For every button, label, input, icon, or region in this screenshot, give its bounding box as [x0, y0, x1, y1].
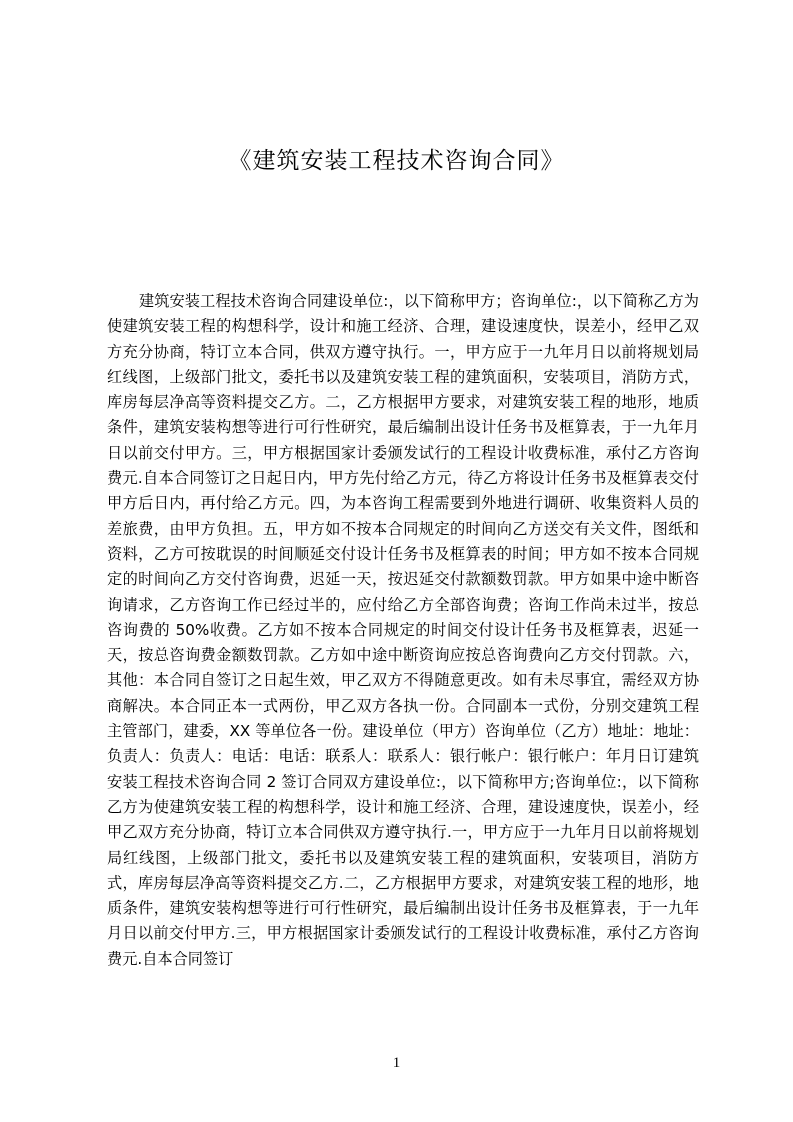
document-title: 《建筑安装工程技术咨询合同》	[228, 148, 565, 174]
document-body-paragraph: 建筑安装工程技术咨询合同建设单位:，以下简称甲方；咨询单位:，以下简称乙方为使建筑安装工程的构想科学，设计和施工经济、合理，建设速度快，误差小，经甲乙双方充分协商，特订立本合同，供双方遵守执行。一，甲方应于一九年月日以前将规划局红线图，上级部门批文，委托书以及建筑安装工程的建筑面积，安装项目，消防方式，库房每层净高等资料提交乙方。二，乙方根据甲方要求，对建筑安装工程的地形，地质条件，建筑安装构想等进行可行性研究，最后编制出设计任务书及框算表，于一九年月日以前交付甲方。三，甲方根据国家计委颁发试行的工程设计收费标准，承付乙方咨询费元.自本合同签订之日起日内，甲方先付给乙方元，待乙方将设计任务书及框算表交付甲方后日内，再付给乙方元。四，为本咨询工程需要到外地进行调研、收集资料人员的差旅费，由甲方负担。五，甲方如不按本合同规定的时间向乙方送交有关文件，图纸和资料，乙方可按耽误的时间顺延交付设计任务书及框算表的时间；甲方如不按本合同规定的时间向乙方交付咨询费，迟延一天，按迟延交付款额数罚款。甲方如果中途中断咨询请求，乙方咨询工作已经过半的，应付给乙方全部咨询费；咨询工作尚未过半，按总咨询费的 50%收费。乙方如不按本合同规定的时间交付设计任务书及框算表，迟延一天，按总咨询费金额数罚款。乙方如中途中断资询应按总咨询费向乙方交付罚款。六，其他：本合同自签订之日起生效，甲乙双方不得随意更改。如有未尽事宜，需经双方协商解决。本合同正本一式两份，甲乙双方各执一份。合同副本一式份，分别交建筑工程主管部门，建委，XX 等单位各一份。建设单位（甲方）咨询单位（乙方）地址：地址：负责人：负责人：电话：电话：联系人：联系人：银行帐户：银行帐户：年月日订建筑安装工程技术咨询合同 2 签订合同双方建设单位:，以下简称甲方;咨询单位:，以下简称乙方为使建筑安装工程的构想科学，设计和施工经济、合理，建设速度快，误差小，经甲乙双方充分协商，特订立本合同供双方遵守执行.一，甲方应于一九年月日以前将规划局红线图，上级部门批文，委托书以及建筑安装工程的建筑面积，安装项目，消防方式，库房每层净高等资料提交乙方.二，乙方根据甲方要求，对建筑安装工程的地形，地质条件，建筑安装构想等进行可行性研究，最后编制出设计任务书及框算表，于一九年月日以前交付甲方.三，甲方根据国家计委颁发试行的工程设计收费标准，承付乙方咨询费元.自本合同签订	[107, 292, 699, 968]
page-number: 1	[392, 1055, 401, 1071]
